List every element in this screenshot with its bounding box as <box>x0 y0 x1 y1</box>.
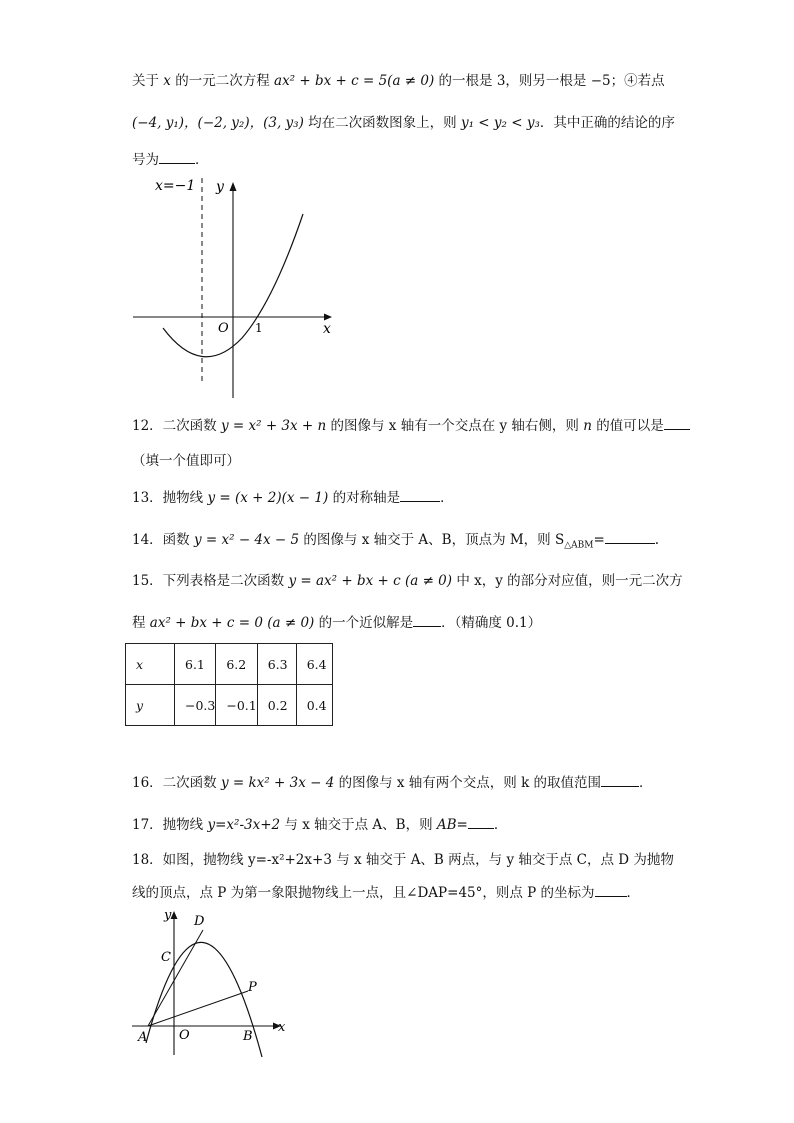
graph-parabola-2 <box>130 905 300 1065</box>
table-cell: 6.4 <box>296 644 332 685</box>
q14-text: = <box>593 532 605 548</box>
table-cell: x <box>126 644 175 685</box>
question-12-line2 <box>132 451 240 471</box>
q15-text: 程 <box>132 615 150 631</box>
q11-inequality: y₁ < y₂ < y₃ <box>460 115 540 131</box>
q15-equation: ax² + bx + c = 0 (a ≠ 0) <box>149 615 315 631</box>
question-13 <box>132 487 454 508</box>
q18-text: ． <box>626 885 641 901</box>
q17-text: ． <box>493 817 508 833</box>
q12-text: 的值可以是 <box>591 418 664 434</box>
answer-blank[interactable] <box>413 612 441 627</box>
q17-text: 17．抛物线 <box>132 817 208 833</box>
q17-ab: AB= <box>436 817 468 833</box>
y-axis-label: y <box>164 908 172 923</box>
question-15 <box>132 571 683 591</box>
line-AD <box>148 930 203 1026</box>
q15-text: 中 x，y 的部分对应值，则一元二次方 <box>452 573 683 589</box>
q11-text: ．其中正确的结论的序 <box>539 115 675 131</box>
table-cell: −0.1 <box>216 685 257 726</box>
q15-text: 15．下列表格是二次函数 <box>132 573 289 589</box>
q12-equation: y = x² + 3x + n <box>220 418 327 434</box>
answer-blank[interactable] <box>664 415 690 430</box>
q14-subscript: △ABM <box>564 540 594 551</box>
q17-text: 与 x 轴交于点 A、B，则 <box>280 817 437 833</box>
q11-text: 的一根是 3，则另一根是 −5；④若点 <box>434 73 665 89</box>
point-A-label: A <box>138 1030 148 1045</box>
point-P-label: P <box>248 980 257 995</box>
q15-text: ．（精确度 0.1） <box>441 615 542 631</box>
answer-blank[interactable] <box>400 487 440 502</box>
y-axis-label: y <box>216 179 224 195</box>
table-cell: 6.3 <box>257 644 296 685</box>
point-D-label: D <box>194 914 205 929</box>
q12-var: n <box>583 418 592 434</box>
answer-blank[interactable] <box>468 814 494 829</box>
x-axis-arrow <box>324 314 332 321</box>
q11-text: 号为 <box>132 152 159 168</box>
q14-text: 14．函数 <box>132 532 194 548</box>
q11-line1 <box>132 71 665 91</box>
q11-text: ． <box>195 152 209 168</box>
answer-blank[interactable] <box>595 882 627 897</box>
origin-label: O <box>179 1028 190 1043</box>
q11-line3 <box>132 149 209 170</box>
q11-text: 关于 <box>132 73 164 89</box>
question-12 <box>132 415 690 436</box>
question-14 <box>132 529 659 556</box>
y-axis-arrow <box>171 911 178 919</box>
q14-text: 的图像与 x 轴交于 A、B，顶点为 M，则 S <box>299 532 565 548</box>
q16-equation: y = kx² + 3x − 4 <box>220 775 335 791</box>
q11-equation: ax² + bx + c = 5(a ≠ 0) <box>274 73 435 89</box>
q13-text: ． <box>440 490 454 506</box>
q12-text: 12．二次函数 <box>132 418 221 434</box>
table-cell: −0.3 <box>175 685 216 726</box>
q11-points: (−4, y₁)，(−2, y₂)，(3, y₃) <box>132 115 304 131</box>
table-cell: y <box>126 685 175 726</box>
q18-text: 线的顶点，点 P 为第一象限抛物线上一点，且∠DAP=45°，则点 P 的坐标为 <box>132 885 595 901</box>
symmetry-axis-label: x=−1 <box>155 178 196 194</box>
q15-equation: y = ax² + bx + c (a ≠ 0) <box>288 573 453 589</box>
q14-text: . <box>654 532 660 548</box>
line-AP <box>148 991 248 1026</box>
x-axis-label: x <box>323 321 331 337</box>
table-cell: 6.1 <box>175 644 216 685</box>
origin-label: O <box>218 321 229 336</box>
y-axis-arrow <box>230 182 237 191</box>
q12-text: （填一个值即可） <box>132 453 240 469</box>
q13-text: 的对称轴是 <box>328 490 401 506</box>
question-18 <box>132 850 674 870</box>
table-cell: 0.2 <box>257 685 296 726</box>
table-cell: 6.2 <box>216 644 257 685</box>
q11-text: 均在二次函数图象上，则 <box>303 115 461 131</box>
question-15-line2 <box>132 612 541 633</box>
q12-text: 的图像与 x 轴有一个交点在 y 轴右侧，则 <box>326 418 584 434</box>
q11-var: x <box>163 73 171 89</box>
answer-blank[interactable] <box>605 529 655 544</box>
value-table <box>125 643 333 726</box>
q16-text: 的图像与 x 轴有两个交点，则 k 的取值范围 <box>334 775 602 791</box>
q13-equation: y = (x + 2)(x − 1) <box>207 490 329 506</box>
answer-blank[interactable] <box>601 772 639 787</box>
answer-blank[interactable] <box>159 149 195 164</box>
question-16 <box>132 772 653 793</box>
q16-text: ． <box>639 775 653 791</box>
point-C-label: C <box>161 950 171 965</box>
tick-label-1: 1 <box>255 321 263 335</box>
question-18-line2 <box>132 882 640 903</box>
table-cell: 0.4 <box>296 685 332 726</box>
graph-parabola-1 <box>125 170 345 405</box>
point-B-label: B <box>243 1029 253 1044</box>
q11-text: 的一元二次方程 <box>170 73 275 89</box>
x-axis-label: x <box>278 1020 286 1035</box>
table-row <box>126 685 333 726</box>
q18-text: 18．如图，抛物线 y=-x²+2x+3 与 x 轴交于 A、B 两点，与 y 轴交于点 C，点 D 为抛物 <box>132 852 674 868</box>
q16-text: 16．二次函数 <box>132 775 221 791</box>
q17-equation: y=x²-3x+2 <box>207 817 281 833</box>
q11-line2 <box>132 113 675 133</box>
q14-equation: y = x² − 4x − 5 <box>193 532 300 548</box>
table-row <box>126 644 333 685</box>
q15-text: 的一个近似解是 <box>314 615 414 631</box>
q13-text: 13．抛物线 <box>132 490 208 506</box>
question-17 <box>132 814 507 835</box>
